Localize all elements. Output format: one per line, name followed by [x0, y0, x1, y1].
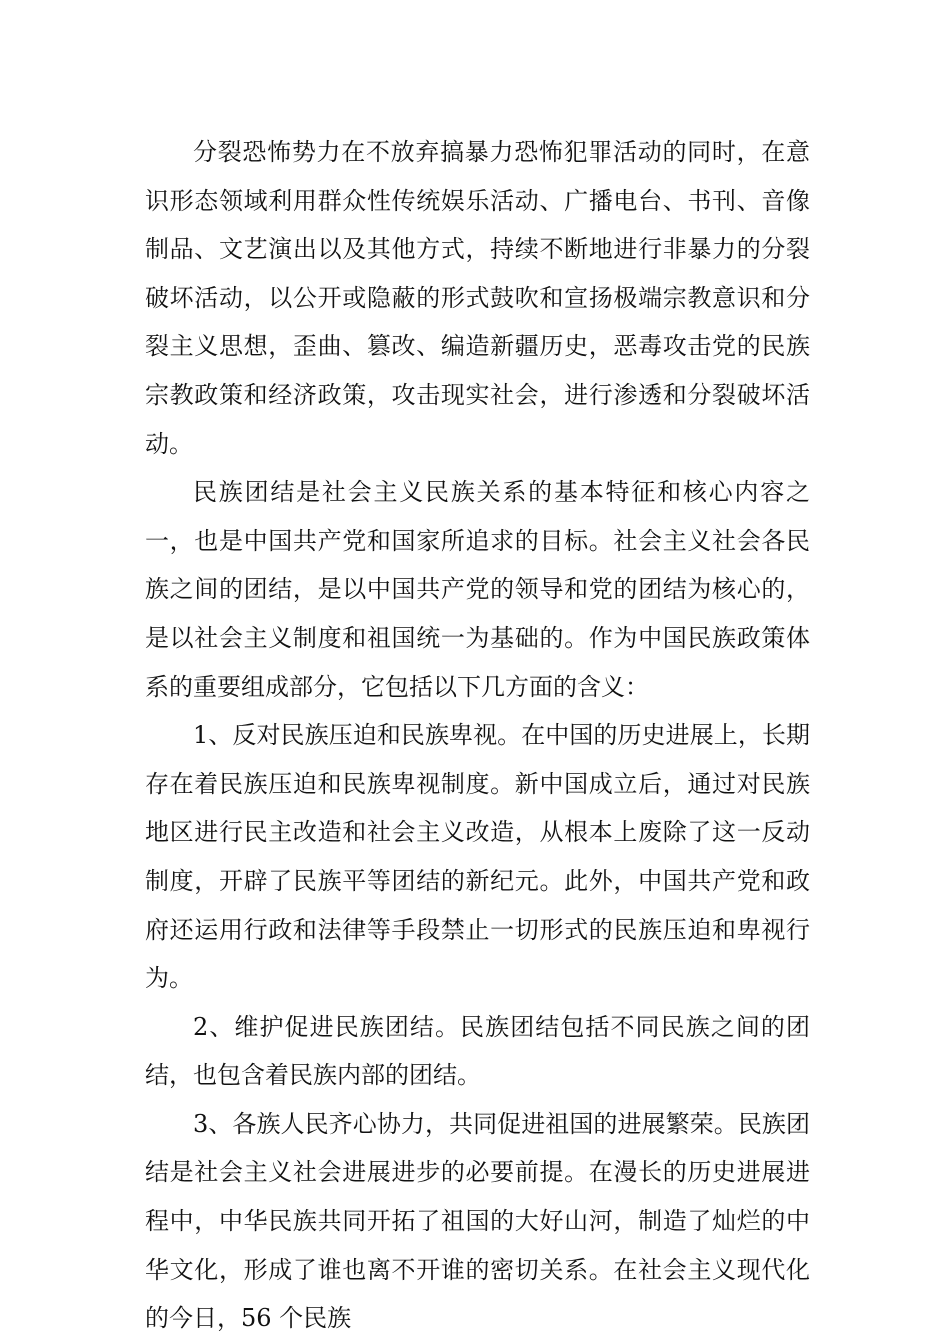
paragraph-point-2: 2、维护促进民族团结。民族团结包括不同民族之间的团结，也包含着民族内部的团结。 [145, 1012, 810, 1090]
document-body [145, 128, 810, 1343]
paragraph-point-1: 1、反对民族压迫和民族卑视。在中国的历史进展上，长期存在着民族压迫和民族卑视制度。新中国成立后，通过对民族地区进行民主改造和社会主义改造，从根本上废除了这一反动制度，开辟了民族平等团结的新纪元。此外，中国共产党和政府还运用行政和法律等手段禁止一切形式的民族压迫和卑视行为。 [145, 721, 810, 993]
paragraph-separatist-activities: 分裂恐怖势力在不放弃搞暴力恐怖犯罪活动的同时，在意识形态领域利用群众性传统娱乐活动、广播电台、书刊、音像制品、文艺演出以及其他方式，持续不断地进行非暴力的分裂破坏活动，以公开或隐蔽的形式鼓吹和宣扬极端宗教意识和分裂主义思想，歪曲、篡改、编造新疆历史，恶毒攻击党的民族宗教政策和经济政策，攻击现实社会，进行渗透和分裂破坏活动。 [145, 138, 810, 458]
paragraph-point-3: 3、各族人民齐心协力，共同促进祖国的进展繁荣。民族团结是社会主义社会进展进步的必要前提。在漫长的历史进展进程中，中华民族共同开拓了祖国的大好山河，制造了灿烂的中华文化，形成了谁也离不开谁的密切关系。在社会主义现代化的今日，56 个民族 [145, 1109, 810, 1333]
paragraph-ethnic-unity-definition: 民族团结是社会主义民族关系的基本特征和核心内容之一，也是中国共产党和国家所追求的目标。社会主义社会各民族之间的团结，是以中国共产党的领导和党的团结为核心的，是以社会主义制度和祖国统一为基础的。作为中国民族政策体系的重要组成部分，它包括以下几方面的含义： [145, 478, 810, 701]
